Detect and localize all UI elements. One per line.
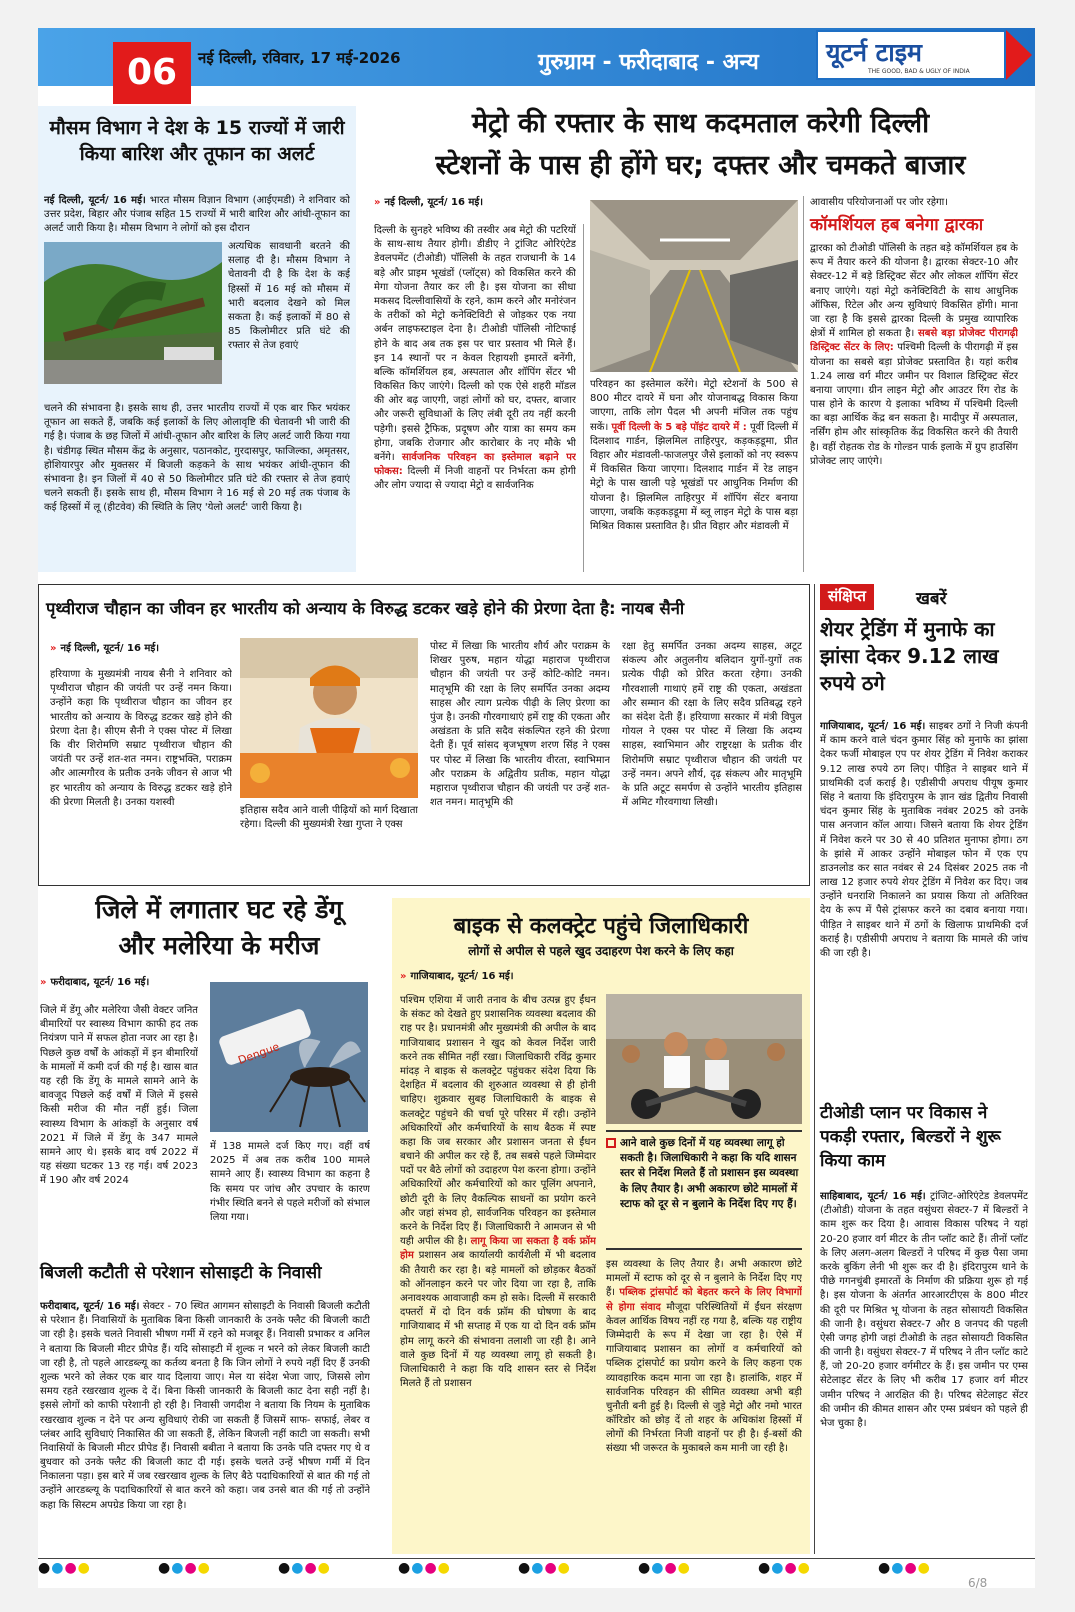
dengue-col-1: जिले में डेंगू और मलेरिया जैसी वेक्टर जनित बीमारियों पर स्वास्थ्य विभाग काफी हद तक नियंत्रण पाने में सफल होता नजर आ रहा है। पिछले कुछ वर्षों के आंकड़ों में इन बीमारियों के मामलों में कमी दर्ज की गई है। खास बात यह रही कि डेंगू के मामले सामने आने के बावजूद पिछले कई वर्षों में जिले में इससे किसी मरीज की मौत नहीं हुई। जिला स्वास्थ्य विभाग के आंकड़ों के अनुसार वर्ष 2021 में जिले में डेंगू के 347 मामले सामने आए थे। इसके बाद वर्ष 2022 में यह संख्या घटकर 13 रह गई। वर्ष 2023 में 190 और वर्ष 2024	[40, 1005, 198, 1187]
weather-photo	[44, 242, 222, 384]
logo-text: यूटर्न टाइम	[826, 38, 922, 67]
bike-quote-text: आने वाले कुछ दिनों में यह व्यवस्था लागू हो सकती है। जिलाधिकारी ने कहा कि यदि शासन स्तर से निर्देश मिलते हैं तो प्रशासन इस व्यवस्था के लिए तैयार है। अभी अकारण छोटे मामलों में स्टाफ को दूर से न बुलाने के निर्देश दिए गए हैं।	[620, 1137, 799, 1210]
weather-byline: नई दिल्ली, यूटर्न/ 16 मई।	[44, 195, 146, 206]
bijli-text: फरीदाबाद, यूटर्न/ 16 मई। सेक्टर - 70 स्थित आगमन सोसाइटी के निवासी बिजली कटौती से परेशान हैं। निवासियों के मुताबिक बिना किसी जानकारी के उनके फ्लैट की बिजली काटी जा रही है। इसके चलते निवासी भीषण गर्मी में रहने को मजबूर हैं। निवासी प्रभाकर व अनिल ने बताया कि बिजली मीटर प्रीपेड हैं। यदि सोसाइटी में शुल्क न भरने को लेकर बिजली काटी जा रही है, तो पहले आरडब्ल्यू का कर्तव्य बनता है कि जिन लोगों ने रुपये नहीं दिए हैं उनकी शुल्क भरने को लेकर एक बार याद दिलाया जाए। मेल या संदेश भेजा जाए, जिससे लोग समय रहते रखरखाव शुल्क दे दें। बिना किसी जानकारी के बिजली काट देना सही नहीं है। इससे लोगों को काफी परेशानी हो रही है। निवासी जगदीश ने बताया कि नियम के मुताबिक रखरखाव शुल्क न देने पर अन्य सुविधाएं रोकी जा सकती हैं जिसमें साफ- सफाई, लेबर व प्लंबर आदि सुविधाएं निकासित की जा सकती हैं, लेकिन बिजली नहीं काटी जा सकती। सभी निवासियों के बिजली मीटर प्रीपेड हैं। निवासी बबीता ने बताया कि उनके पति दफ्तर गए थे व बुधवार को उनके फ्लैट की बिजली काट दी गई। इसके चलते उन्हें भीषण गर्मी में दिन निकालना पड़ा। इस बारे में जब रखरखाव शुल्क के लिए बैठे पदाधिकारियों से बात की गई तो उन्होंने आरडब्ल्यू के पदाधिकारियों से बात करने को कहा। जब उनसे बात की गई तो उन्होंने कहा कि सिस्टम अपग्रेड किया जा रहा है।	[40, 1301, 370, 1511]
metro-col-3: द्वारका को टीओडी पॉलिसी के तहत बड़े कॉमर्शियल हब के रूप में तैयार करने की योजना है। द्वारका सेक्टर-10 और सेक्टर-12 में बड़े डिस्ट्रिक्ट सेंटर और लोकल शॉपिंग सेंटर बनाए जाएंगे। यहां मेट्रो कनेक्टिविटी के साथ आधुनिक ऑफिस, रिटेल और अन्य सुविधाएं विकसित होंगी। माना जा रहा है कि इससे द्वारका दिल्ली के प्रमुख व्यापारिक क्षेत्रों में शामिल हो सकता है। सबसे बड़ा प्रोजेक्ट पीरागढ़ी डिस्ट्रिक्ट सेंटर के लिए: पश्चिमी दिल्ली के पीरागढ़ी में इस योजना का सबसे बड़ा प्रोजेक्ट प्रस्तावित है। यहां करीब 1.24 लाख वर्ग मीटर जमीन पर विशाल डिस्ट्रिक्ट सेंटर बनाया जाएगा। ग्रीन लाइन मेट्रो और आउटर रिंग रोड के पास होने के कारण ये इलाका भविष्य में पश्चिमी दिल्ली का बड़ा आर्थिक केंद्र बन सकता है। मादीपुर में अस्पताल, नर्सिंग होम और सांस्कृतिक केंद्र विकसित करने की तैयारी है। वहीं रोहतक रोड के गोल्डन पार्क इलाके में ग्रुप हाउसिंग प्रोजेक्ट लाए जाएंगे।	[810, 243, 1018, 467]
saini-col-1: हरियाणा के मुख्यमंत्री नायब सैनी ने शनिवार को पृथ्वीराज चौहान की जयंती पर उन्हें नमन किया। उन्होंने कहा कि पृथ्वीराज चौहान का जीवन हर भारतीय को अन्याय के विरुद्ध डटकर खड़े होने की प्रेरणा देता है। सीएम सैनी ने एक्स पोस्ट में लिखा कि वीर शिरोमणि सम्राट पृथ्वीराज चौहान की जयंती पर उन्हें शत-शत नमन। राष्ट्रभक्ति, पराक्रम और आत्मगौरव के प्रतीक उनके जीवन से आज भी हर भारतीय को अन्याय के विरुद्ध डटकर खड़े होने की प्रेरणा मिलती है। उनका यशस्वी	[50, 669, 232, 808]
dateline: नई दिल्ली, रविवार, 17 मई-2026	[198, 49, 401, 67]
metro-byline: » नई दिल्ली, यूटर्न/ 16 मई।	[374, 197, 484, 208]
registration-dots: ●●●●	[38, 1560, 91, 1576]
brief-2-byline: साहिबाबाद, यूटर्न/ 16 मई।	[820, 1191, 926, 1202]
bike-subtitle: लोगों से अपील से पहले खुद उदाहरण पेश करने के लिए कहा	[468, 944, 734, 958]
metro-headline-1: मेट्रो की रफ्तार के साथ कदमताल करेगी दिल्ली	[471, 108, 930, 139]
logo-tagline: THE GOOD, BAD & UGLY OF INDIA	[868, 68, 970, 75]
bottom-rule	[38, 1558, 1035, 1559]
registration-dots: ●●●●	[638, 1560, 691, 1576]
metro-subhead-peeragarhi: सबसे बड़ा प्रोजेक्ट पीरागढ़ी डिस्ट्रिक्ट सेंटर के लिए:	[810, 328, 1018, 354]
brief-label-2: खबरें	[916, 589, 947, 609]
metro-subhead-east: पूर्वी दिल्ली के 5 बड़े पॉइंट दायरे में :	[611, 421, 747, 433]
page-number: 06	[113, 42, 191, 104]
brief-label	[820, 584, 1030, 610]
dengue-headline-1: जिले में लगातार घट रहे डेंगू	[95, 895, 343, 924]
saini-photo	[240, 638, 418, 798]
saini-byline: » नई दिल्ली, यूटर्न/ 16 मई।	[50, 643, 160, 654]
metro-col-1: दिल्ली के सुनहरे भविष्य की तस्वीर अब मेट्रो की पटरियों के साथ-साथ तैयार होगी। डीडीए ने ट्रांजिट ओरिएंटेड डेवलपमेंट (टीओडी) पॉलिसी के तहत राजधानी के 14 बड़े और प्राइम भूखंडों (प्लॉट्स) को विकसित करने की मेगा योजना तैयार कर ली है। इस योजना का सीधा मकसद दिल्लीवासियों के रहने, काम करने और मनोरंजन के तरीकों को मेट्रो कनेक्टिविटी से जोड़कर एक नया अर्बन लाइफस्टाइल देना है। टीओडी पॉलिसी नोटिफाई होने के बाद अब तक इस पर चार प्रस्ताव भी मिले हैं। इन 14 स्थानों पर न केवल रिहायशी इमारतें बनेंगी, बल्कि कॉमर्शियल हब, अस्पताल और शॉपिंग सेंटर भी विकसित किए जाएंगे। दिल्ली को एक ऐसे शहरी मॉडल की ओर बढ़ जाएगी, जहां लोगों को घर, दफ्तर, बाजार और जरूरी सुविधाओं के लिए लंबी दूरी तय नहीं करनी पड़ेगी। इससे ट्रैफिक, प्रदूषण और यात्रा का समय कम होगा, जबकि रोजगार और कारोबार के नए मौके भी बनेंगे। सार्वजनिक परिवहन का इस्तेमाल बढ़ाने पर फोकस: दिल्ली में निजी वाहनों पर निर्भरता कम होगी और लोग ज्यादा से ज्यादा मेट्रो व सार्वजनिक	[374, 225, 576, 492]
brief-1-headline: शेयर ट्रेडिंग में मुनाफे का झांसा देकर 9.12 लाख रुपये ठगे	[820, 617, 999, 695]
bike-photo	[606, 994, 802, 1124]
metro-subhead-dwarka: कॉमर्शियल हब बनेगा द्वारका	[810, 215, 984, 235]
metro-photo	[590, 200, 798, 372]
weather-headline: मौसम विभाग ने देश के 15 राज्यों में जारी किया बारिश और तूफान का अलर्ट	[49, 117, 345, 165]
weather-text-2: अत्यधिक सावधानी बरतने की सलाह दी है। मौसम विभाग ने चेतावनी दी है कि देश के कई हिस्सों में 16 मई को मौसम में भारी बदलाव देखने को मिल सकता है। कई इलाकों में 80 से 85 किलोमीटर प्रति घंटे की रफ्तार से तेज हवाएं	[228, 241, 350, 352]
brief-1-text: गाजियाबाद, यूटर्न/ 16 मई। साइबर ठगों ने निजी कंपनी में काम करने वाले चंदन कुमार सिंह को मुनाफे का झांसा देकर फर्जी मोबाइल एप पर शेयर ट्रेडिंग में निवेश कराकर 9.12 लाख रुपये ठग लिए। पीड़ित ने साइबर थाने में प्राथमिकी दर्ज कराई है। एडीसीपी अपराध पीयूष कुमार सिंह ने बताया कि इंदिरापुरम के ज्ञान खंड द्वितीय निवासी चंदन कुमार सिंह के मुताबिक नवंबर 2025 को उनके पास अनजान कॉल आया। जिसने बताया कि शेयर ट्रेडिंग में निवेश करने पर 30 से 40 प्रतिशत मुनाफा होगा। ठग के झांसे में आकर उन्होंने मोबाइल फोन में एक एप डाउनलोड कर सात नवंबर से 24 दिसंबर 2025 तक नौ लाख 12 हजार रुपये शेयर ट्रेडिंग में निवेश कर दिए। जब उन्होंने धनराशि निकालने का प्रयास किया तो अतिरिक्त देय के रूप में पैसे ट्रांसफर करने का दबाव बनाया गया। पीड़ित ने साइबर थाने में ठगों के खिलाफ प्राथमिकी दर्ज कराई है। एडीसीपी अपराध ने बताया कि मामले की जांच की जा रही है।	[820, 721, 1028, 959]
brief-2-text: साहिबाबाद, यूटर्न/ 16 मई। ट्रांजिट-ओरिएंटेड डेवलपमेंट (टीओडी) योजना के तहत वसुंधरा सेक्टर-7 में बिल्डरों ने काम शुरू कर दिया है। आवास विकास परिषद ने यहां 20-20 हजार वर्ग मीटर के तीन प्लॉट काटे हैं। तीनों प्लॉट के लिए अलग-अलग बिल्डरों ने परिषद में कुछ पैसा जमा करके बुकिंग लेनी भी शुरू कर दी है। इंदिरापुरम थाने के पीछे गगनचुंबी इमारतों के निर्माण की प्रक्रिया शुरू हो गई है। इस योजना के अंतर्गत आरआरटीएस के 800 मीटर की दूरी पर मिश्रित भू योजना के तहत सोसायटी विकसित की जानी है। वसुंधरा सेक्टर-7 और 8 जनपद की पहली ऐसी जगह होगी जहां टीओडी के तहत सोसायटी विकसित की जानी है। वसुंधरा सेक्टर-7 में परिषद ने तीन प्लॉट काटे हैं, जो 20-20 हजार वर्गमीटर के हैं। इस जमीन पर एम्स सेटेलाइट सेंटर के लिए भी करीब 17 हजार वर्ग मीटर जमीन परिषद ने आरक्षित की है। परिषद सेटेलाइट सेंटर की जमीन की कीमत शासन और एम्स प्रबंधन को पहले ही भेज चुका है।	[820, 1191, 1028, 1429]
registration-dots: ●●●●	[398, 1560, 451, 1576]
quote-marker-icon	[606, 1138, 616, 1148]
metro-subhead-transport: सार्वजनिक परिवहन का इस्तेमाल बढ़ाने पर फोकस:	[374, 452, 576, 478]
bike-col-1: पश्चिम एशिया में जारी तनाव के बीच उत्पन्न हुए ईंधन के संकट को देखते हुए प्रशासनिक व्यवस्था बदलाव की राह पर है। प्रधानमंत्री और मुख्यमंत्री की अपील के बाद गाजियाबाद प्रशासन ने खुद को केवल निर्देश जारी करने तक सीमित नहीं रखा। जिलाधिकारी रविंद्र कुमार मांदड़ ने बाइक से कलक्ट्रेट पहुंचकर संदेश दिया कि देशहित में बदलाव की शुरुआत व्यवस्था से ही होनी चाहिए। शुक्रवार सुबह जिलाधिकारी के बाइक से कलक्ट्रेट पहुंचने की चर्चा पूरे परिसर में रही। उन्होंने अधिकारियों और कर्मचारियों के साथ बैठक में स्पष्ट कहा कि जब सरकार और प्रशासन जनता से ईंधन बचाने की अपील कर रहे हैं, तब सबसे पहले जिम्मेदार पदों पर बैठे लोगों को उदाहरण पेश करना होगा। उन्होंने अधिकारियों और कर्मचारियों को कार पूलिंग अपनाने, छोटी दूरी के लिए वैकल्पिक साधनों का प्रयोग करने और जहां संभव हो, सार्वजनिक परिवहन का इस्तेमाल करने के निर्देश दिए हैं। जिलाधिकारी ने आमजन से भी यही अपील की है। लागू किया जा सकता है वर्क फ्रॉम होम प्रशासन अब कार्यालयी कार्यशैली में भी बदलाव की तैयारी कर रहा है। बड़े मामलों को छोड़कर बैठकों को ऑनलाइन करने पर जोर दिया जा रहा है, ताकि अनावश्यक आवाजाही कम हो सके। दिल्ली में सरकारी दफ्तरों में दो दिन वर्क फ्रॉम की घोषणा के बाद गाजियाबाद में भी सप्ताह में एक या दो दिन वर्क फ्रॉम होम लागू करने की संभावना तलाशी जा रही है। आने वाले कुछ दिनों में यह व्यवस्था लागू हो सकती है। जिलाधिकारी ने कहा कि यदि शासन स्तर से निर्देश मिलते हैं तो प्रशासन	[400, 995, 596, 1390]
column-divider	[803, 196, 804, 572]
weather-text-1: भारत मौसम विज्ञान विभाग (आईएमडी) ने शनिवार को उत्तर प्रदेश, बिहार और पंजाब सहित 15 राज्यों में भारी बारिश और आंधी-तूफान का अलर्ट जारी किया है। मौसम विभाग ने लोगों को इस दौरान	[44, 195, 350, 235]
dengue-tube-label: Dengue	[236, 1040, 282, 1068]
bike-pull-quote	[606, 1130, 802, 1250]
masthead-logo	[816, 30, 1006, 80]
registration-dots: ●●●●	[158, 1560, 211, 1576]
dengue-byline: » फरीदाबाद, यूटर्न/ 16 मई।	[40, 977, 150, 988]
logo-arrow-icon	[1006, 30, 1032, 80]
dengue-col-2: में 138 मामले दर्ज किए गए। वहीं वर्ष 2025 में अब तक करीब 100 मामले सामने आए हैं। स्वास्थ्य विभाग का कहना है कि समय पर जांच और उपचार के कारण गंभीर स्थिति बनने से पहले मरीजों को संभाल लिया गया।	[210, 1141, 370, 1223]
weather-story	[38, 106, 356, 572]
saini-col-4: रक्षा हेतु समर्पित उनका अदम्य साहस, अटूट संकल्प और अतुलनीय बलिदान युगों-युगों तक प्रत्येक पीढ़ी को प्रेरित करता रहेगा। उनकी गौरवशाली गाथाएं हमें राष्ट्र की एकता, अखंडता और सम्मान की रक्षा के लिए सदैव प्रतिबद्ध रहने का संदेश देती हैं। हरियाणा सरकार में मंत्री विपुल गोयल ने एक्स पर पोस्ट में लिखा कि अदम्य साहस, स्वाभिमान और राष्ट्ररक्षा के प्रतीक वीर शिरोमणि सम्राट पृथ्वीराज चौहान की जयंती पर उन्हें नमन। अपने शौर्य, दृढ़ संकल्प और मातृभूमि के प्रति अटूट समर्पण से उन्होंने भारतीय इतिहास में अमिट गौरवगाथा लिखी।	[622, 641, 802, 809]
bike-subhead-transport: पब्लिक ट्रांसपोर्ट को बेहतर करने के लिए विभागों से होगा संवाद	[606, 1287, 802, 1313]
metro-col-2: परिवहन का इस्तेमाल करेंगे। मेट्रो स्टेशनों के 500 से 800 मीटर दायरे में घना और योजनाबद्ध विकास किया जाएगा, ताकि लोग पैदल भी अपनी मंजिल तक पहुंच सकें। पूर्वी दिल्ली के 5 बड़े पॉइंट दायरे में : पूर्वी दिल्ली में दिलशाद गार्डन, झिलमिल ताहिरपुर, कड़कड़डूमा, प्रीत विहार और मंडावली-फाजलपुर जैसे इलाकों को नए स्वरूप में विकसित किया जाएगा। दिलशाद गार्डन में रेड लाइन मेट्रो के पास खाली पड़े भूखंडों पर आधुनिक निर्माण की योजना है। झिलमिल ताहिरपुर में शॉपिंग सेंटर बनाया जाएगा, जबकि कड़कड़डूमा में ब्लू लाइन मेट्रो के पास बड़ा मिश्रित विकास प्रस्तावित है। प्रीत विहार और मंडावली में	[590, 379, 798, 532]
brief-2-headline: टीओडी प्लान पर विकास ने पकड़ी रफ्तार, बिल्डरों ने शुरू किया काम	[820, 1103, 1001, 1171]
bijli-headline: बिजली कटौती से परेशान सोसाइटी के निवासी	[40, 1263, 322, 1283]
newspaper-page	[38, 28, 1035, 1588]
metro-headline-2: स्टेशनों के पास ही होंगे घर; दफ्तर और चमकते बाजार	[435, 150, 966, 181]
registration-dots: ●●●●	[278, 1560, 331, 1576]
dengue-headline-2: और मलेरिया के मरीज	[118, 931, 320, 960]
dengue-photo	[210, 982, 368, 1132]
brief-label-1: संक्षिप्त	[820, 584, 874, 610]
registration-dots: ●●●●	[878, 1560, 931, 1576]
bike-byline: » गाजियाबाद, यूटर्न/ 16 मई।	[400, 971, 514, 982]
bike-headline: बाइक से कलक्ट्रेट पहुंचे जिलाधिकारी	[453, 914, 749, 939]
saini-col-3: पोस्ट में लिखा कि भारतीय शौर्य और पराक्रम के शिखर पुरुष, महान योद्धा महाराज पृथ्वीराज चौहान की जयंती पर उन्हें कोटि-कोटि नमन। मातृभूमि की रक्षा के लिए समर्पित उनका अदम्य साहस और त्याग प्रत्येक पीढ़ी के लिए प्रेरणा का पुंज है। उनकी गौरवगाथाएं हमें राष्ट्र की एकता और अखंडता के प्रति सदैव संकल्पित रहने की प्रेरणा देती हैं। पूर्व सांसद बृजभूषण शरण सिंह ने एक्स पर पोस्ट में लिखा कि भारतीय वीरता, स्वाभिमान और पराक्रम के अद्वितीय प्रतीक, महान योद्धा महाराज पृथ्वीराज चौहान की जयंती पर उन्हें शत-शत नमन। मातृभूमि की	[430, 641, 610, 809]
registration-dots: ●●●●	[758, 1560, 811, 1576]
page-counter: 6/8	[968, 1576, 988, 1590]
bijli-byline: फरीदाबाद, यूटर्न/ 16 मई।	[40, 1301, 140, 1312]
column-divider	[814, 584, 815, 1554]
brief-1-byline: गाजियाबाद, यूटर्न/ 16 मई।	[820, 721, 926, 732]
section-title: गुरुग्राम - फरीदाबाद - अन्य	[538, 50, 759, 75]
registration-dots: ●●●●	[518, 1560, 571, 1576]
weather-intro	[44, 192, 350, 236]
bike-col-2: इस व्यवस्था के लिए तैयार है। अभी अकारण छोटे मामलों में स्टाफ को दूर से न बुलाने के निर्देश दिए गए हैं। पब्लिक ट्रांसपोर्ट को बेहतर करने के लिए विभागों से होगा संवाद मौजूदा परिस्थितियों में ईंधन संरक्षण केवल आर्थिक विषय नहीं रह गया है, बल्कि यह राष्ट्रीय जिम्मेदारी के रूप में देखा जा रहा है। ऐसे में गाजियाबाद प्रशासन का लोगों व कर्मचारियों को पब्लिक ट्रांसपोर्ट का प्रयोग करने के लिए कहना एक व्यावहारिक कदम माना जा रहा है। हालांकि, शहर में सार्वजनिक परिवहन की सीमित व्यवस्था अभी बड़ी चुनौती बनी हुई है। दिल्ली से जुड़े मेट्रो और नमो भारत कॉरिडोर को छोड़ दें तो शहर के अधिकांश हिस्सों में लोगों की निर्भरता निजी वाहनों पर ही है। ई-बसों की संख्या भी जरूरत के मुकाबले कम मानी जा रही है।	[606, 1259, 802, 1455]
bike-subhead-wfh: लागू किया जा सकता है वर्क फ्रॉम होम	[400, 1236, 596, 1262]
saini-headline: पृथ्वीराज चौहान का जीवन हर भारतीय को अन्याय के विरुद्ध डटकर खड़े होने की प्रेरणा देता है: नायब सैनी	[46, 599, 685, 618]
column-divider	[583, 224, 584, 572]
metro-col-3-top: आवासीय परियोजनाओं पर जोर रहेगा।	[810, 197, 949, 208]
weather-text-3: चलने की संभावना है। इसके साथ ही, उत्तर भारतीय राज्यों में एक बार फिर भयंकर तूफान आ सकते हैं, जबकि कई इलाकों के लिए ओलावृष्टि की चेतावनी भी जारी की गई है। पंजाब के छह जिलों में आंधी-तूफान और बारिश के लिए अलर्ट जारी किया गया है। चंडीगढ़ स्थित मौसम केंद्र के अनुसार, पठानकोट, गुरदासपुर, फाजिल्का, अमृतसर, होशियारपुर और मुक्तसर में बिजली कड़कने के साथ भयंकर आंधी-तूफान की संभावना है। इन जिलों में 40 से 50 किलोमीटर प्रति घंटे की रफ्तार से तेज हवाएं चलने सकती हैं। इसके साथ ही, मौसम विभाग ने 16 मई से 20 मई तक पंजाब के कई हिस्सों में लू (हीटवेव) की स्थिति के लिए 'येलो अलर्ट' जारी किया है।	[44, 403, 350, 514]
saini-col-2: इतिहास सदैव आने वाली पीढ़ियों को मार्ग दिखाता रहेगा। दिल्ली की मुख्यमंत्री रेखा गुप्ता ने एक्स	[240, 805, 418, 831]
